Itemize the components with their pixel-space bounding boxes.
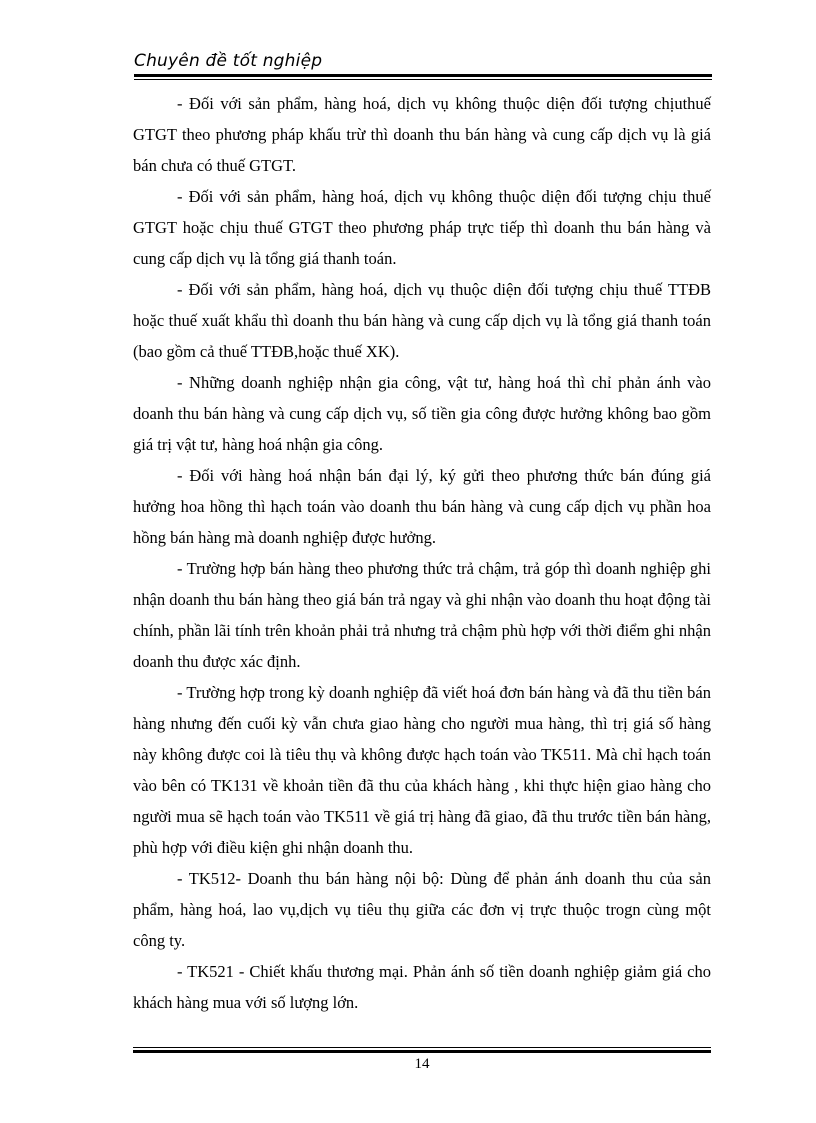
footer-rule xyxy=(133,1047,711,1053)
paragraph: - Đối với sản phẩm, hàng hoá, dịch vụ không thuộc diện đối tượng chịuthuế GTGT theo phương pháp khấu trừ thì doanh thu bán hàng và cung cấp dịch vụ là giá bán chưa có thuế GTGT. xyxy=(133,94,711,175)
page-header xyxy=(134,50,712,80)
document-body xyxy=(133,88,711,1018)
paragraph: - TK521 - Chiết khấu thương mại. Phản ánh số tiền doanh nghiệp giảm giá cho khách hàng mua với số lượng lớn. xyxy=(133,962,711,1012)
header-title: Chuyên đề tốt nghiệp xyxy=(134,51,323,71)
paragraph: - Đối với hàng hoá nhận bán đại lý, ký gửi theo phương thức bán đúng giá hưởng hoa hồng thì hạch toán vào doanh thu bán hàng và cung cấp dịch vụ phần hoa hồng bán hàng mà doanh nghiệp được hưởng. xyxy=(133,466,711,547)
paragraph: - Đối với sản phẩm, hàng hoá, dịch vụ thuộc diện đối tượng chịu thuế TTĐB hoặc thuế xuất khẩu thì doanh thu bán hàng và cung cấp dịch vụ là tổng giá thanh toán (bao gồm cả thuế TTĐB,hoặc thuế XK). xyxy=(133,280,711,361)
paragraph: - Đối với sản phẩm, hàng hoá, dịch vụ không thuộc diện đối tượng chịu thuế GTGT hoặc chịu thuế GTGT theo phương pháp trực tiếp thì doanh thu bán hàng và cung cấp dịch vụ là tổng giá thanh toán. xyxy=(133,187,711,268)
page-footer xyxy=(133,1047,711,1073)
page-number: 14 xyxy=(414,1056,430,1072)
paragraph: - Trường hợp trong kỳ doanh nghiệp đã viết hoá đơn bán hàng và đã thu tiền bán hàng nhưng đến cuối kỳ vẫn chưa giao hàng cho người mua hàng, thì trị giá số hàng này không được coi là tiêu thụ và không được hạch toán vào TK511. Mà chỉ hạch toán vào bên có TK131 về khoản tiền đã thu của khách hàng , khi thực hiện giao hàng cho người mua sẽ hạch toán vào TK511 về giá trị hàng đã giao, đã thu trước tiền bán hàng, phù hợp với điều kiện ghi nhận doanh thu. xyxy=(133,683,711,857)
header-rule xyxy=(134,74,712,80)
paragraph: - TK512- Doanh thu bán hàng nội bộ: Dùng để phản ánh doanh thu của sản phẩm, hàng hoá, lao vụ,dịch vụ tiêu thụ giữa các đơn vị trực thuộc trogn cùng một công ty. xyxy=(133,869,711,950)
paragraph: - Trường hợp bán hàng theo phương thức trả chậm, trả góp thì doanh nghiệp ghi nhận doanh thu bán hàng theo giá bán trả ngay và ghi nhận vào doanh thu hoạt động tài chính, phần lãi tính trên khoản phải trả nhưng trả chậm phù hợp với thời điểm ghi nhận doanh thu được xác định. xyxy=(133,559,711,671)
paragraph: - Những doanh nghiệp nhận gia công, vật tư, hàng hoá thì chỉ phản ánh vào doanh thu bán hàng và cung cấp dịch vụ, số tiền gia công được hưởng không bao gồm giá trị vật tư, hàng hoá nhận gia công. xyxy=(133,373,711,454)
